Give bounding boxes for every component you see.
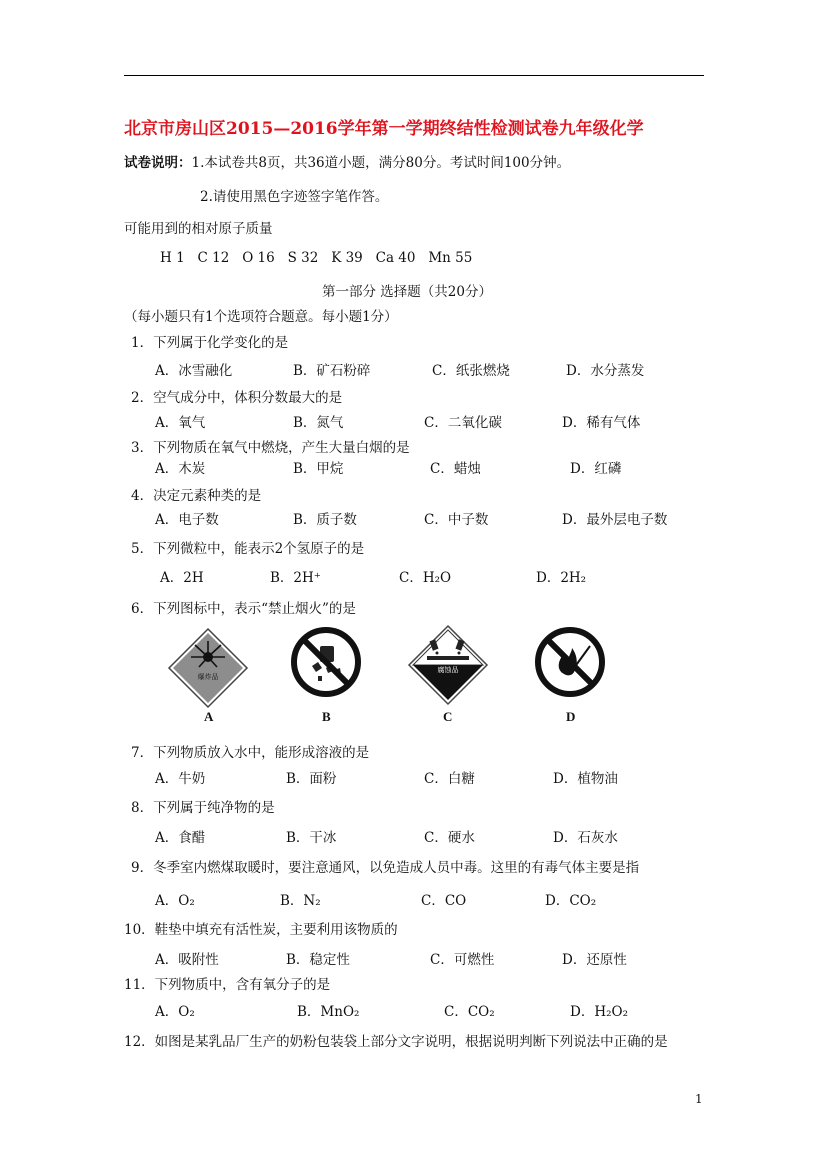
question-stem: 5．下列微粒中，能表示2个氢原子的是: [131, 541, 365, 557]
option-a: A．冰雪融化: [155, 363, 233, 379]
option-c: C．蜡烛: [430, 461, 481, 477]
option-d: D．H₂O₂: [570, 1004, 628, 1020]
option-c: C．纸张燃烧: [432, 363, 510, 379]
option-b: B．2H⁺: [270, 570, 321, 586]
option-c: C．可燃性: [430, 952, 495, 968]
option-b: B．质子数: [293, 512, 357, 528]
option-c: C．中子数: [424, 512, 489, 528]
option-a: A．食醋: [155, 830, 206, 846]
instructions-text-1: 1.本试卷共8页，共36道小题，满分80分。考试时间100分钟。: [191, 155, 571, 171]
option-a: A．牛奶: [155, 771, 206, 787]
section-title: 第一部分 选择题（共20分）: [322, 284, 492, 300]
option-c: C．硬水: [424, 830, 475, 846]
icon-label-c: C: [443, 709, 453, 724]
option-d: D．2H₂: [536, 570, 587, 586]
prohibition-icon: [290, 626, 362, 698]
option-a: A．2H: [160, 570, 204, 586]
option-c: C．白糖: [424, 771, 475, 787]
option-a: A．氧气: [155, 415, 206, 431]
option-a: A．吸附性: [155, 952, 219, 968]
question-stem: 11．下列物质中，含有氧分子的是: [124, 977, 331, 993]
option-d: D．CO₂: [545, 893, 597, 909]
section-note: （每小题只有1个选项符合题意。每小题1分）: [124, 309, 398, 325]
option-b: B．面粉: [286, 771, 337, 787]
question-stem: 3．下列物质在氧气中燃烧，产生大量白烟的是: [131, 440, 410, 456]
icon-c-label: 腐蚀品: [437, 666, 459, 674]
option-d: D．还原性: [562, 952, 627, 968]
option-a: A．木炭: [155, 461, 206, 477]
option-b: B．稳定性: [286, 952, 350, 968]
atomic-mass-heading: 可能用到的相对原子质量: [124, 221, 273, 237]
instructions-line1: [124, 151, 570, 171]
option-c: C．CO₂: [444, 1004, 495, 1020]
question-stem: 8．下列属于纯净物的是: [131, 800, 275, 816]
option-c: C．CO: [421, 893, 467, 909]
page-number: 1: [695, 1092, 703, 1106]
option-a: A．O₂: [155, 893, 195, 909]
question-stem: 2．空气成分中，体积分数最大的是: [131, 390, 343, 406]
explosive-hazard-icon: [167, 627, 249, 709]
option-a: A．O₂: [155, 1004, 195, 1020]
question-stem: 9．冬季室内燃煤取暖时，要注意通风，以免造成人员中毒。这里的有毒气体主要是指: [131, 860, 640, 876]
option-c: C．二氧化碳: [424, 415, 502, 431]
corrosive-hazard-icon: [407, 624, 489, 706]
icon-label-d: D: [566, 709, 576, 724]
page-title: 北京市房山区2015—2016学年第一学期终结性检测试卷九年级化学: [124, 119, 644, 139]
option-d: D．植物油: [553, 771, 618, 787]
header-rule: [124, 75, 704, 76]
option-b: B．N₂: [280, 893, 321, 909]
option-d: D．红磷: [570, 461, 622, 477]
question-stem: 1．下列属于化学变化的是: [131, 335, 289, 351]
icon-label-b: B: [322, 709, 331, 724]
option-d: D．石灰水: [553, 830, 618, 846]
question-stem: 12．如图是某乳品厂生产的奶粉包装袋上部分文字说明，根据说明判断下列说法中正确的是: [124, 1034, 668, 1050]
option-b: B．MnO₂: [297, 1004, 360, 1020]
option-b: B．矿石粉碎: [293, 363, 371, 379]
no-fire-icon: [534, 626, 606, 698]
option-b: B．氮气: [293, 415, 344, 431]
option-b: B．甲烷: [293, 461, 344, 477]
icon-a-label: 爆炸品: [197, 673, 219, 681]
option-b: B．干冰: [286, 830, 337, 846]
option-d: D．水分蒸发: [566, 363, 645, 379]
instructions-label: 试卷说明：: [124, 155, 192, 171]
question-stem: 7．下列物质放入水中，能形成溶液的是: [131, 745, 370, 761]
question-stem: 4．决定元素种类的是: [131, 488, 262, 504]
instructions-line2: 2.请使用黑色字迹签字笔作答。: [200, 189, 389, 205]
icon-label-a: A: [204, 709, 214, 724]
option-a: A．电子数: [155, 512, 219, 528]
option-d: D．稀有气体: [562, 415, 641, 431]
question-stem: 10．鞋垫中填充有活性炭，主要利用该物质的: [124, 922, 398, 938]
atomic-mass-values: H 1 C 12 O 16 S 32 K 39 Ca 40 Mn 55: [160, 250, 473, 266]
option-d: D．最外层电子数: [562, 512, 668, 528]
option-c: C．H₂O: [399, 570, 452, 586]
question-stem: 6．下列图标中，表示“禁止烟火”的是: [131, 601, 356, 617]
